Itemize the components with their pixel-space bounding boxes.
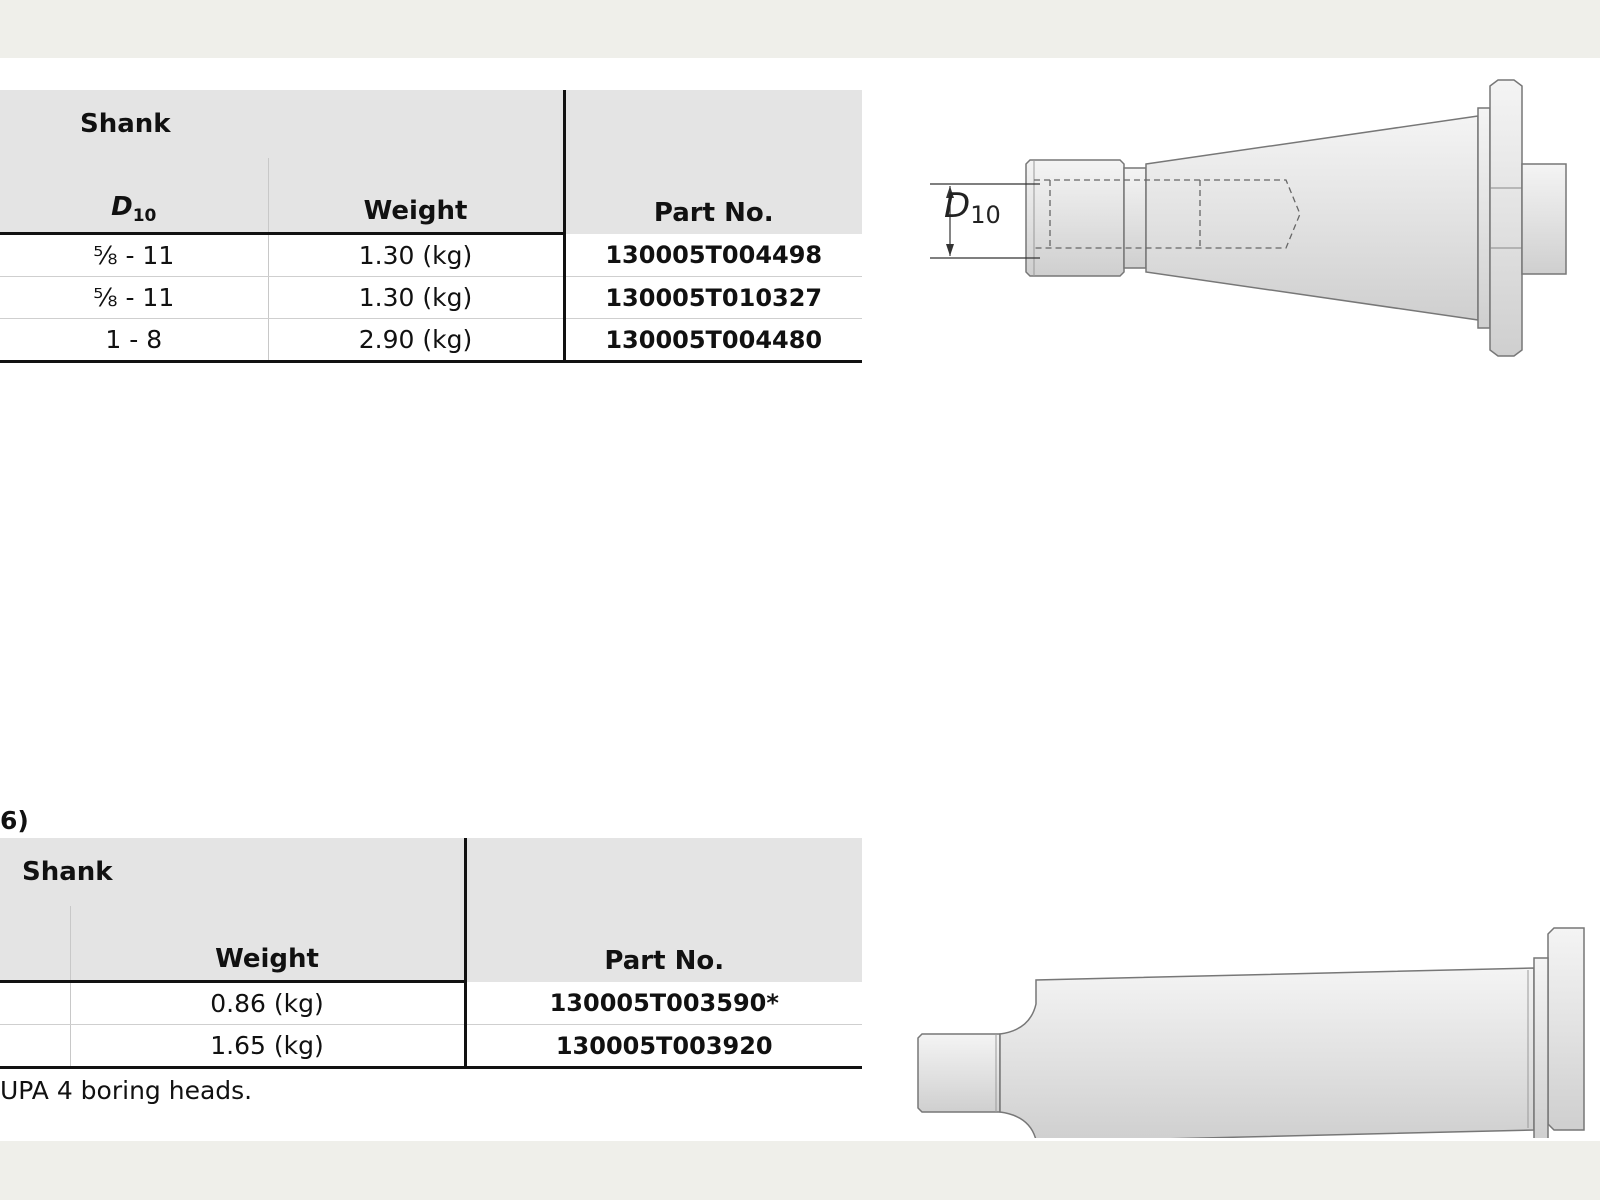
part-no-header: Part No. [564,90,862,234]
footnote: UPA 4 boring heads. [0,1076,253,1105]
part-no-cell: 130005T010327 [564,277,862,319]
weight-cell: 1.65 (kg) [70,1025,465,1068]
table-row [0,1025,862,1068]
d10-header [0,158,268,234]
d10-subscript: 10 [132,206,157,226]
d10-dimension-label [944,186,1001,229]
shank-diagram-2 [900,878,1590,1138]
part-no-cell: 130005T004480 [564,319,862,362]
d10-cell: ⅝ - 11 [0,277,268,319]
d10-letter: D [111,191,133,222]
table-row [0,319,862,362]
blank-cell [0,1025,70,1068]
d10-cell: ⅝ - 11 [0,234,268,277]
weight-header: Weight [268,158,564,234]
table-row [0,277,862,319]
d10-dim-letter: D [944,186,971,226]
weight-cell: 2.90 (kg) [268,319,564,362]
shank-group-header: Shank [0,838,465,906]
shank-table-2 [0,838,862,1069]
table-row [0,982,862,1025]
part-no-cell: 130005T003920 [465,1025,862,1068]
d10-cell: 1 - 8 [0,319,268,362]
shank-group-header: Shank [0,90,564,158]
part-no-header: Part No. [465,838,862,982]
weight-cell: 1.30 (kg) [268,277,564,319]
shank-diagram-1 [930,68,1570,368]
section-title-fragment: 6) [0,806,29,835]
table-row [0,234,862,277]
part-no-cell: 130005T004498 [564,234,862,277]
shank-table-1 [0,90,862,363]
weight-cell: 0.86 (kg) [70,982,465,1025]
weight-cell: 1.30 (kg) [268,234,564,277]
catalog-page [0,58,1600,1141]
blank-cell [0,982,70,1025]
weight-header: Weight [70,906,465,982]
part-no-cell: 130005T003590* [465,982,862,1025]
blank-header [0,906,70,982]
d10-dim-subscript: 10 [970,201,1001,229]
